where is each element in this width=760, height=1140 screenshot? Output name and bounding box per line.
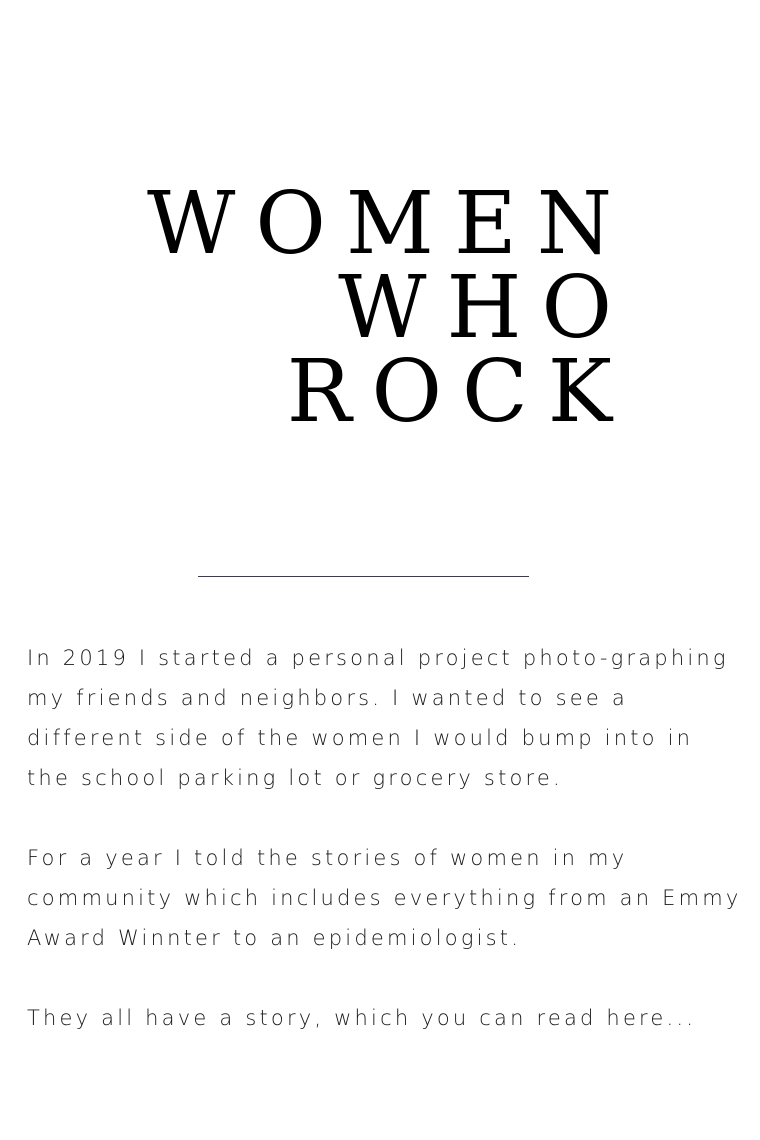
title-line-2: WHO bbox=[338, 258, 632, 358]
intro-paragraph-2: For a year I told the stories of women in my community which includes everything from an Emmy Award Winnter to an epidemiologist. bbox=[27, 846, 742, 950]
intro-paragraph-3: They all have a story, which you can read here... bbox=[27, 1006, 697, 1030]
page-title bbox=[0, 174, 632, 442]
title-line-3: ROCK bbox=[286, 342, 632, 442]
intro-paragraph-1: In 2019 I started a personal project photo-graphing my friends and neighbors. I wanted to see a different side of the women I would bump into in the school parking lot or grocery store. bbox=[27, 646, 729, 790]
title-line-1: WOMEN bbox=[147, 174, 632, 274]
intro-text bbox=[27, 638, 742, 1038]
divider bbox=[198, 576, 529, 577]
